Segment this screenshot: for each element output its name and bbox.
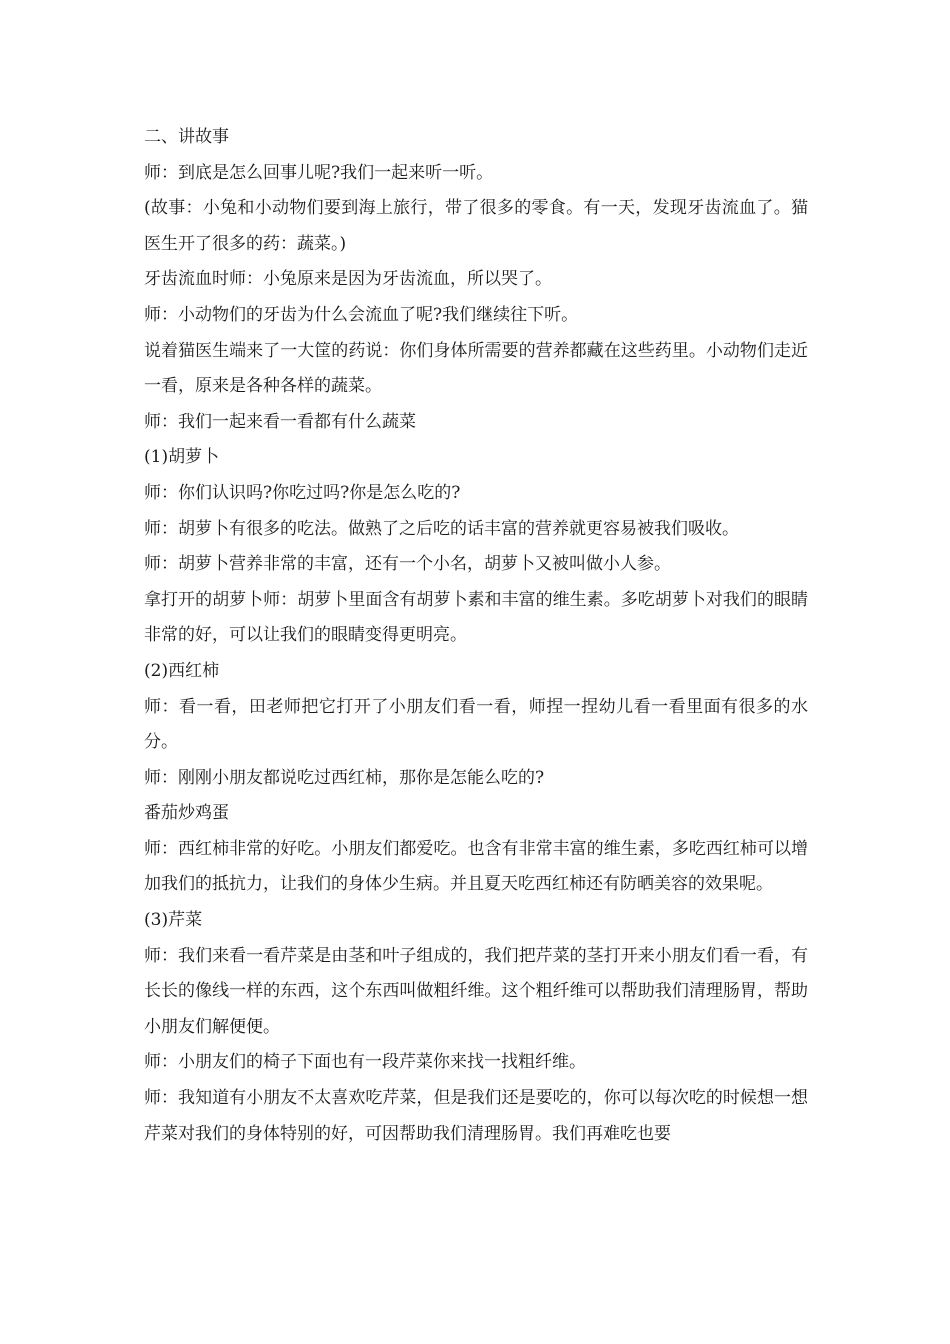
section-heading: 二、讲故事	[144, 127, 229, 147]
paragraph: 番茄炒鸡蛋	[144, 803, 229, 824]
paragraph: 师：小朋友们的椅子下面也有一段芹菜你来找一找粗纤维。	[144, 1052, 586, 1073]
paragraph: 师：我们一起来看一看都有什么蔬菜	[144, 411, 416, 432]
paragraph: 说着猫医生端来了一大筐的药说：你们身体所需要的营养都藏在这些药里。小动物们走近一看，原来是各种各样的蔬菜。	[144, 340, 808, 397]
subsection-heading: (2)西红柿	[144, 660, 220, 681]
paragraph: 师：我知道有小朋友不太喜欢吃芹菜，但是我们还是要吃的，你可以每次吃的时候想一想芹菜对我们的身体特别的好，可因帮助我们清理肠胃。我们再难吃也要	[144, 1088, 808, 1144]
paragraph: 师：刚刚小朋友都说吃过西红柿，那你是怎能么吃的?	[144, 767, 545, 788]
paragraph: 师：西红柿非常的好吃。小朋友们都爱吃。也含有非常丰富的维生素，多吃西红柿可以增加我们的抵抗力，让我们的身体少生病。并且夏天吃西红柿还有防晒美容的效果呢。	[144, 838, 808, 895]
paragraph: 师：我们来看一看芹菜是由茎和叶子组成的，我们把芹菜的茎打开来小朋友们看一看，有长长的像线一样的东西，这个东西叫做粗纤维。这个粗纤维可以帮助我们清理肠胃，帮助小朋友们解便便。	[144, 945, 808, 1037]
paragraph: 牙齿流血时师：小兔原来是因为牙齿流血，所以哭了。	[144, 269, 552, 290]
paragraph: 拿打开的胡萝卜师：胡萝卜里面含有胡萝卜素和丰富的维生素。多吃胡萝卜对我们的眼睛非常的好，可以让我们的眼睛变得更明亮。	[144, 589, 808, 646]
paragraph: 师：你们认识吗?你吃过吗?你是怎么吃的?	[144, 482, 461, 503]
paragraph: 师：胡萝卜有很多的吃法。做熟了之后吃的话丰富的营养就更容易被我们吸收。	[144, 518, 739, 539]
paragraph: 师：小动物们的牙齿为什么会流血了呢?我们继续往下听。	[144, 304, 579, 325]
paragraph: (故事：小兔和小动物们要到海上旅行，带了很多的零食。有一天，发现牙齿流血了。猫医生开了很多的药：蔬菜。)	[144, 198, 808, 254]
paragraph: 师：看一看，田老师把它打开了小朋友们看一看，师捏一捏幼儿看一看里面有很多的水分。	[144, 696, 808, 753]
document-page	[144, 120, 816, 1152]
paragraph: 师：胡萝卜营养非常的丰富，还有一个小名，胡萝卜又被叫做小人参。	[144, 554, 671, 575]
subsection-heading: (1)胡萝卜	[144, 447, 220, 468]
subsection-heading: (3)芹菜	[144, 910, 203, 931]
paragraph: 师：到底是怎么回事儿呢?我们一起来听一听。	[144, 162, 494, 183]
